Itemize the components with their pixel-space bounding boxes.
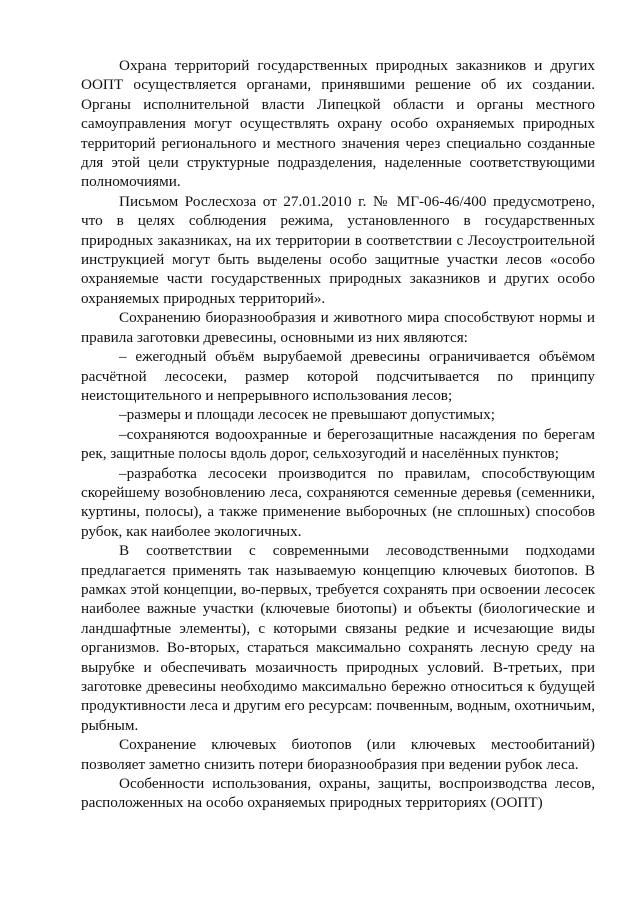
paragraph: Сохранение ключевых биотопов (или ключевых местообитаний) позволяет заметно снизить потери биоразнообразия при ведении рубок леса. <box>81 736 595 773</box>
paragraph: Охрана территорий государственных природных заказников и других ООПТ осуществляется органами, принявшими решение об их создании. Органы исполнительной власти Липецкой области и органы местного самоуправления могут осуществлять охрану особо охраняемых природных территорий регионального и местного значения через специально созданные для этой цели структурные подразделения, наделенные соответствующими полномочиями. <box>81 57 595 191</box>
paragraph: –разработка лесосеки производится по правилам, способствующим скорейшему возобновлению леса, сохраняются семенные деревья (семенники, куртины, полосы), а также применение выборочных (не сплошных) способов рубок, как наиболее экологичных. <box>81 464 595 540</box>
paragraph: –сохраняются водоохранные и берегозащитные насаждения по берегам рек, защитные полосы вдоль дорог, сельхозугодий и населённых пунктов; <box>81 425 595 463</box>
paragraph: Особенности использования, охраны, защиты, воспроизводства лесов, расположенных на особо охраняемых природных территориях (ООПТ) <box>81 775 595 812</box>
paragraph: –размеры и площади лесосек не превышают допустимых; <box>119 406 495 424</box>
paragraph: – ежегодный объём вырубаемой древесины ограничивается объёмом расчётной лесосеки, размер которой подсчитывается по принципу неистощительного и непрерывного использования лесов; <box>81 348 595 404</box>
paragraph: В соответствии с современными лесоводственными подходами предлагается применять так называемую концепцию ключевых биотопов. В рамках этой концепции, во-первых, требуется сохранять при освоении лесосек наиболее важные участки (ключевые биотопы) и объекты (биологические и ландшафтные элементы), с которыми связаны редкие и исчезающие виды организмов. Во-вторых, стараться максимально сохранять лесную среду на вырубке и обеспечивать мозаичность природных условий. В-третьих, при заготовке древесины необходимо максимально бережно относиться к будущей продуктивности леса и другим его ресурсам: почвенным, водным, охотничьим, рыбным. <box>81 542 595 734</box>
document-page <box>81 56 595 813</box>
paragraph: Письмом Рослесхоза от 27.01.2010 г. № МГ-06-46/400 предусмотрено, что в целях соблюдения режима, установленного в государственных природных заказниках, на их территории в соответствии с Лесоустроительной инструкцией могут быть выделены особо защитные участки лесов «особо охраняемые части государственных природных заказников и других особо охраняемых природных территорий». <box>81 192 595 307</box>
paragraph: Сохранению биоразнообразия и животного мира способствуют нормы и правила заготовки древесины, основными из них являются: <box>81 309 595 346</box>
